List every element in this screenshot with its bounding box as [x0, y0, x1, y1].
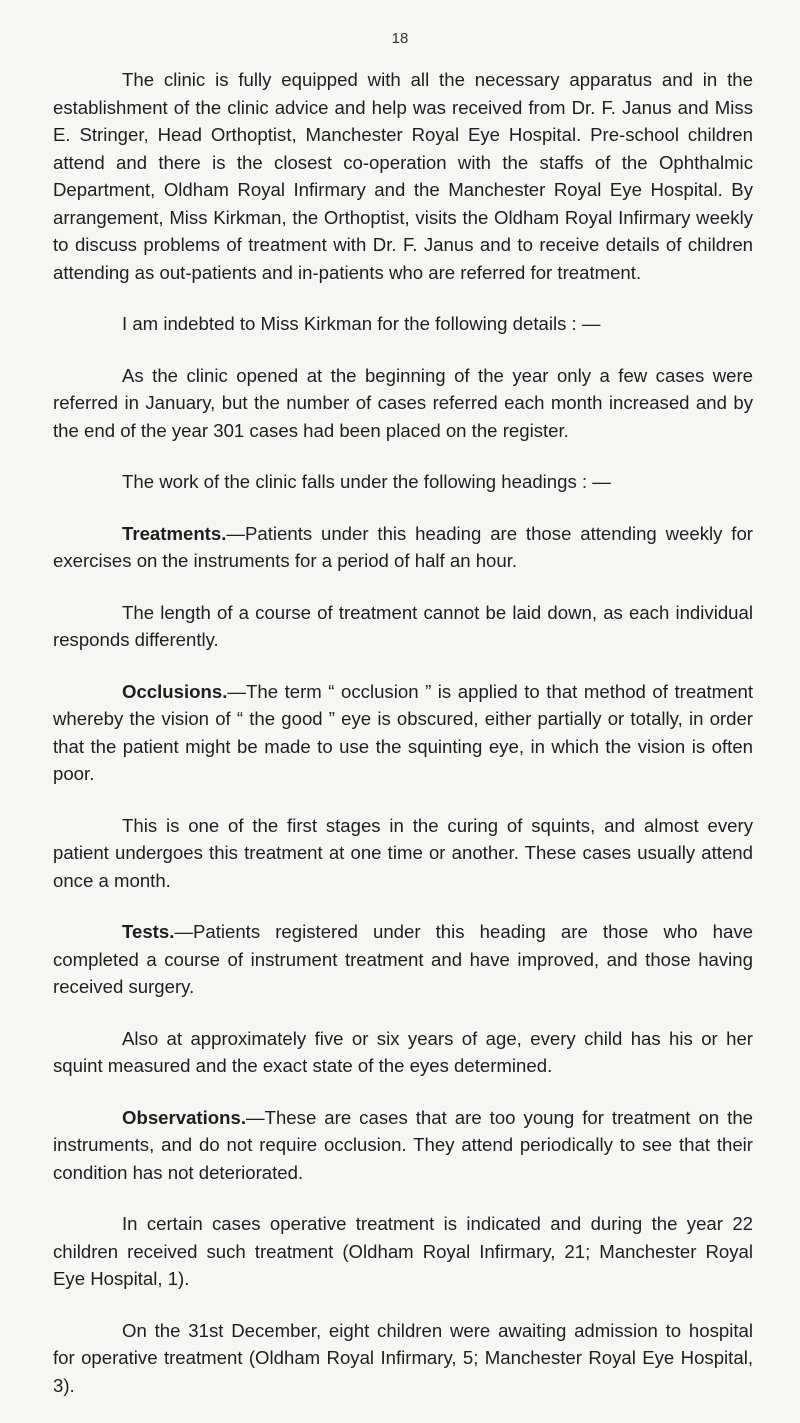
- paragraph-occlusions: [53, 678, 753, 788]
- paragraph-8: [53, 812, 753, 895]
- page-number: 18: [391, 30, 409, 47]
- paragraph-tests-text: —Patients registered under this heading are those who have completed a course of instrument treatment and have improved, and those having received surgery.: [53, 921, 753, 997]
- paragraph-2-text: I am indebted to Miss Kirkman for the following details : —: [122, 313, 601, 334]
- heading-treatments: Treatments.: [122, 522, 227, 544]
- paragraph-12-text: In certain cases operative treatment is indicated and during the year 22 children received such treatment (Oldham Royal Infirmary, 21; Manchester Royal Eye Hospital, 1).: [53, 1213, 753, 1289]
- paragraph-3: [53, 362, 753, 445]
- paragraph-10-text: Also at approximately five or six years of age, every child has his or her squint measured and the exact state of the eyes determined.: [53, 1027, 753, 1076]
- paragraph-4: [53, 468, 753, 496]
- paragraph-observations: [53, 1104, 753, 1187]
- paragraph-8-text: This is one of the first stages in the curing of squints, and almost every patient undergoes this treatment at one time or another. These cases usually attend once a month.: [53, 814, 753, 891]
- paragraph-treatments-text: —Patients under this heading are those attending weekly for exercises on the instruments for a period of half an hour.: [53, 522, 753, 571]
- paragraph-6-text: The length of a course of treatment cannot be laid down, as each individual responds differently.: [53, 601, 753, 650]
- paragraph-6: [53, 599, 753, 654]
- body-text: [53, 66, 753, 1423]
- heading-tests: Tests.: [122, 921, 175, 942]
- paragraph-2: [53, 310, 753, 338]
- paragraph-1: [53, 66, 753, 286]
- heading-observations: Observations.: [122, 1106, 247, 1128]
- paragraph-4-text: The work of the clinic falls under the following headings : —: [122, 471, 611, 492]
- paragraph-occlusions-text: —The term “ occlusion ” is applied to that method of treatment whereby the vision of “ the good ” eye is obscured, either partially or totally, in order that the patient might be made to use the squinting eye, in which the vision is often poor.: [53, 680, 753, 784]
- paragraph-3-text: As the clinic opened at the beginning of the year only a few cases were referred in January, but the number of cases referred each month increased and by the end of the year 301 cases had been placed on the register.: [53, 364, 753, 441]
- paragraph-12: [53, 1210, 753, 1293]
- paragraph-13-text: On the 31st December, eight children were awaiting admission to hospital for operative treatment (Oldham Royal Infirmary, 5; Manchester Royal Eye Hospital, 3).: [53, 1319, 753, 1396]
- paragraph-treatments: [53, 520, 753, 575]
- paragraph-13: [53, 1317, 753, 1400]
- paragraph-observations-text: —These are cases that are too young for treatment on the instruments, and do not require occlusion. They attend periodically to see that their condition has not deteriorated.: [53, 1106, 753, 1183]
- heading-occlusions: Occlusions.: [122, 680, 228, 702]
- paragraph-10: [53, 1025, 753, 1080]
- paragraph-tests: [53, 918, 753, 1001]
- paragraph-1-text: The clinic is fully equipped with all the necessary apparatus and in the establishment of the clinic advice and help was received from Dr. F. Janus and Miss E. Stringer, Head Orthoptist, Manchester Royal Eye Hospital. Pre-school children attend and there is the closest co-operation with the staffs of the Ophthalmic Department, Oldham Royal Infirmary and the Manchester Royal Eye Hospital. By arrangement, Miss Kirkman, the Orthoptist, visits the Oldham Royal Infirmary weekly to discuss problems of treatment with Dr. F. Janus and to receive details of children attending as out-patients and in-patients who are referred for treatment.: [53, 69, 753, 283]
